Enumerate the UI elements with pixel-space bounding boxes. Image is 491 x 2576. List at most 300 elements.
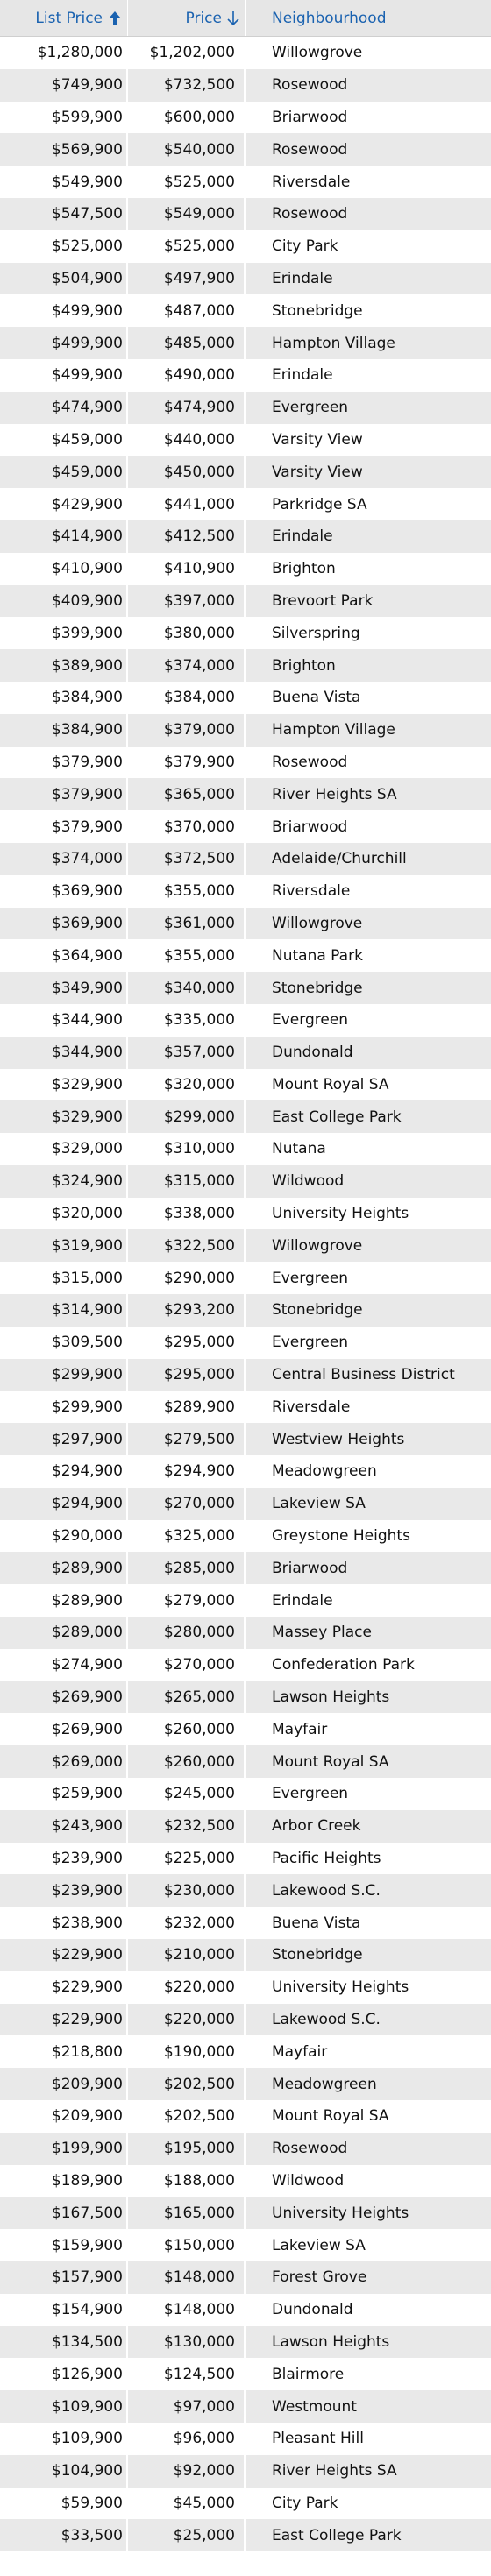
table-row[interactable]: [0, 424, 491, 456]
price-cell: $280,000: [128, 1617, 246, 1649]
list-price-cell: $289,900: [0, 1584, 128, 1617]
table-row[interactable]: [0, 520, 491, 553]
neighbourhood-cell: Willowgrove: [246, 1229, 491, 1262]
price-cell: $45,000: [128, 2488, 246, 2520]
price-cell: $295,000: [128, 1359, 246, 1391]
price-cell: $202,500: [128, 2068, 246, 2100]
list-price-cell: $239,900: [0, 1874, 128, 1907]
list-price-cell: $238,900: [0, 1907, 128, 1939]
table-row[interactable]: [0, 2035, 491, 2068]
table-row[interactable]: [0, 1810, 491, 1843]
neighbourhood-cell: Erindale: [246, 520, 491, 553]
neighbourhood-cell: Pleasant Hill: [246, 2423, 491, 2455]
price-cell: $525,000: [128, 230, 246, 263]
price-cell: $293,200: [128, 1294, 246, 1327]
neighbourhood-cell: Evergreen: [246, 1778, 491, 1810]
price-cell: $322,500: [128, 1229, 246, 1262]
table-row[interactable]: [0, 2165, 491, 2197]
table-row[interactable]: [0, 2133, 491, 2165]
price-cell: $148,000: [128, 2261, 246, 2294]
neighbourhood-cell: Mayfair: [246, 1713, 491, 1745]
column-header-label: Price: [185, 9, 222, 27]
neighbourhood-cell: Varsity View: [246, 456, 491, 488]
list-price-cell: $314,900: [0, 1294, 128, 1327]
price-cell: $370,000: [128, 810, 246, 843]
list-price-cell: $294,900: [0, 1455, 128, 1488]
list-price-cell: $569,900: [0, 133, 128, 166]
table-row[interactable]: [0, 1907, 491, 1939]
price-cell: $374,000: [128, 649, 246, 682]
table-row[interactable]: [0, 1971, 491, 2004]
price-cell: $365,000: [128, 778, 246, 810]
price-cell: $295,000: [128, 1327, 246, 1359]
price-cell: $289,900: [128, 1391, 246, 1423]
price-cell: $285,000: [128, 1552, 246, 1584]
price-cell: $540,000: [128, 133, 246, 166]
table-row[interactable]: [0, 778, 491, 810]
price-cell: $220,000: [128, 1971, 246, 2004]
table-row[interactable]: [0, 585, 491, 618]
neighbourhood-cell: Dundonald: [246, 1037, 491, 1069]
neighbourhood-cell: Stonebridge: [246, 1294, 491, 1327]
list-price-cell: $243,900: [0, 1810, 128, 1843]
table-row[interactable]: [0, 714, 491, 747]
table-row[interactable]: [0, 392, 491, 424]
table-row[interactable]: [0, 617, 491, 649]
neighbourhood-cell: Confederation Park: [246, 1649, 491, 1681]
table-row[interactable]: [0, 1584, 491, 1617]
price-cell: $450,000: [128, 456, 246, 488]
table-row[interactable]: [0, 2294, 491, 2326]
neighbourhood-cell: Lakeview SA: [246, 1488, 491, 1520]
neighbourhood-cell: Lawson Heights: [246, 2326, 491, 2359]
table-row[interactable]: [0, 553, 491, 585]
price-cell: $325,000: [128, 1520, 246, 1553]
neighbourhood-cell: Rosewood: [246, 198, 491, 230]
list-price-cell: $344,900: [0, 1004, 128, 1037]
neighbourhood-cell: Parkridge SA: [246, 488, 491, 520]
table-row[interactable]: [0, 488, 491, 520]
table-row[interactable]: [0, 294, 491, 327]
list-price-cell: $384,900: [0, 682, 128, 714]
price-cell: $338,000: [128, 1198, 246, 1230]
neighbourhood-cell: Nutana: [246, 1133, 491, 1165]
price-cell: $355,000: [128, 875, 246, 908]
table-row[interactable]: [0, 1843, 491, 1875]
price-cell: $410,900: [128, 553, 246, 585]
neighbourhood-cell: Willowgrove: [246, 37, 491, 69]
price-cell: $270,000: [128, 1488, 246, 1520]
table-row[interactable]: [0, 1037, 491, 1069]
price-cell: $361,000: [128, 908, 246, 940]
table-row[interactable]: [0, 875, 491, 908]
price-cell: $202,500: [128, 2100, 246, 2133]
price-cell: $290,000: [128, 1262, 246, 1294]
list-price-cell: $209,900: [0, 2100, 128, 2133]
list-price-cell: $499,900: [0, 294, 128, 327]
price-cell: $210,000: [128, 1939, 246, 1971]
neighbourhood-cell: Erindale: [246, 359, 491, 392]
table-row[interactable]: [0, 2261, 491, 2294]
table-row[interactable]: [0, 2519, 491, 2551]
table-header: [0, 0, 491, 37]
price-cell: $150,000: [128, 2229, 246, 2261]
price-cell: $230,000: [128, 1874, 246, 1907]
price-cell: $220,000: [128, 2004, 246, 2036]
list-price-cell: $126,900: [0, 2358, 128, 2390]
table-row[interactable]: [0, 1391, 491, 1423]
list-price-cell: $320,000: [0, 1198, 128, 1230]
neighbourhood-cell: City Park: [246, 230, 491, 263]
list-price-cell: $109,900: [0, 2423, 128, 2455]
price-cell: $25,000: [128, 2519, 246, 2551]
list-price-cell: $157,900: [0, 2261, 128, 2294]
price-cell: $487,000: [128, 294, 246, 327]
price-cell: $97,000: [128, 2390, 246, 2423]
list-price-cell: $379,900: [0, 747, 128, 779]
list-price-cell: $199,900: [0, 2133, 128, 2165]
arrow-down-icon: [225, 10, 241, 27]
list-price-cell: $229,900: [0, 2004, 128, 2036]
neighbourhood-cell: Meadowgreen: [246, 1455, 491, 1488]
price-cell: $372,500: [128, 843, 246, 875]
neighbourhood-cell: University Heights: [246, 1198, 491, 1230]
price-cell: $397,000: [128, 585, 246, 618]
table-row[interactable]: [0, 1262, 491, 1294]
neighbourhood-cell: Buena Vista: [246, 1907, 491, 1939]
neighbourhood-cell: Forest Grove: [246, 2261, 491, 2294]
list-price-cell: $749,900: [0, 69, 128, 102]
table-row[interactable]: [0, 2423, 491, 2455]
neighbourhood-cell: Brevoort Park: [246, 585, 491, 618]
table-row[interactable]: [0, 908, 491, 940]
list-price-cell: $274,900: [0, 1649, 128, 1681]
table-row[interactable]: [0, 1133, 491, 1165]
neighbourhood-cell: Stonebridge: [246, 1939, 491, 1971]
price-cell: $279,000: [128, 1584, 246, 1617]
neighbourhood-cell: University Heights: [246, 2197, 491, 2229]
list-price-cell: $389,900: [0, 649, 128, 682]
table-row[interactable]: [0, 1939, 491, 1971]
column-header-label: List Price: [35, 9, 103, 27]
neighbourhood-cell: Westmount: [246, 2390, 491, 2423]
list-price-cell: $384,900: [0, 714, 128, 747]
list-price-cell: $294,900: [0, 1488, 128, 1520]
table-row[interactable]: [0, 682, 491, 714]
neighbourhood-cell: University Heights: [246, 1971, 491, 2004]
list-price-cell: $289,000: [0, 1617, 128, 1649]
neighbourhood-cell: Meadowgreen: [246, 2068, 491, 2100]
neighbourhood-cell: Greystone Heights: [246, 1520, 491, 1553]
table-row[interactable]: [0, 263, 491, 295]
neighbourhood-cell: East College Park: [246, 2519, 491, 2551]
price-cell: $732,500: [128, 69, 246, 102]
table-row[interactable]: [0, 843, 491, 875]
list-price-cell: $599,900: [0, 102, 128, 134]
table-row[interactable]: [0, 1649, 491, 1681]
neighbourhood-cell: Massey Place: [246, 1617, 491, 1649]
table-row[interactable]: [0, 166, 491, 198]
table-row[interactable]: [0, 327, 491, 359]
list-price-cell: $239,900: [0, 1843, 128, 1875]
table-row[interactable]: [0, 1198, 491, 1230]
neighbourhood-cell: Mount Royal SA: [246, 1745, 491, 1778]
list-price-cell: $167,500: [0, 2197, 128, 2229]
neighbourhood-cell: Riversdale: [246, 1391, 491, 1423]
column-header-label: Neighbourhood: [272, 9, 387, 27]
neighbourhood-cell: Central Business District: [246, 1359, 491, 1391]
neighbourhood-cell: Briarwood: [246, 810, 491, 843]
list-price-cell: $299,900: [0, 1359, 128, 1391]
list-price-cell: $344,900: [0, 1037, 128, 1069]
list-price-cell: $329,900: [0, 1100, 128, 1133]
neighbourhood-cell: East College Park: [246, 1100, 491, 1133]
list-price-cell: $229,900: [0, 1939, 128, 1971]
list-price-cell: $429,900: [0, 488, 128, 520]
list-price-cell: $369,900: [0, 875, 128, 908]
price-cell: $260,000: [128, 1745, 246, 1778]
table-row[interactable]: [0, 359, 491, 392]
table-row[interactable]: [0, 69, 491, 102]
price-cell: $195,000: [128, 2133, 246, 2165]
price-cell: $270,000: [128, 1649, 246, 1681]
neighbourhood-cell: Mayfair: [246, 2035, 491, 2068]
table-row[interactable]: [0, 747, 491, 779]
list-price-cell: $297,900: [0, 1423, 128, 1455]
table-row[interactable]: [0, 1294, 491, 1327]
neighbourhood-cell: Blairmore: [246, 2358, 491, 2390]
list-price-cell: $379,900: [0, 778, 128, 810]
table-row[interactable]: [0, 2004, 491, 2036]
column-header-price[interactable]: [128, 0, 246, 36]
neighbourhood-cell: Dundonald: [246, 2294, 491, 2326]
column-header-list-price[interactable]: [0, 0, 128, 36]
price-cell: $440,000: [128, 424, 246, 456]
table-row[interactable]: [0, 1681, 491, 1714]
table-row[interactable]: [0, 2068, 491, 2100]
price-cell: $320,000: [128, 1069, 246, 1101]
table-row[interactable]: [0, 230, 491, 263]
list-price-cell: $315,000: [0, 1262, 128, 1294]
list-price-cell: $109,900: [0, 2390, 128, 2423]
neighbourhood-cell: Evergreen: [246, 1004, 491, 1037]
neighbourhood-cell: Westview Heights: [246, 1423, 491, 1455]
neighbourhood-cell: Erindale: [246, 1584, 491, 1617]
neighbourhood-cell: River Heights SA: [246, 778, 491, 810]
neighbourhood-cell: Riversdale: [246, 875, 491, 908]
price-cell: $600,000: [128, 102, 246, 134]
table-row[interactable]: [0, 2390, 491, 2423]
price-cell: $232,500: [128, 1810, 246, 1843]
list-price-cell: $289,900: [0, 1552, 128, 1584]
list-price-cell: $59,900: [0, 2488, 128, 2520]
list-price-cell: $329,000: [0, 1133, 128, 1165]
list-price-cell: $499,900: [0, 327, 128, 359]
list-price-cell: $299,900: [0, 1391, 128, 1423]
neighbourhood-cell: River Heights SA: [246, 2455, 491, 2488]
table-row[interactable]: [0, 1713, 491, 1745]
neighbourhood-cell: Silverspring: [246, 617, 491, 649]
price-cell: $148,000: [128, 2294, 246, 2326]
table-row[interactable]: [0, 2229, 491, 2261]
neighbourhood-cell: Hampton Village: [246, 714, 491, 747]
table-row[interactable]: [0, 810, 491, 843]
table-row[interactable]: [0, 2100, 491, 2133]
table-row[interactable]: [0, 37, 491, 69]
list-price-cell: $525,000: [0, 230, 128, 263]
list-price-cell: $364,900: [0, 939, 128, 972]
list-price-cell: $154,900: [0, 2294, 128, 2326]
price-cell: $335,000: [128, 1004, 246, 1037]
table-row[interactable]: [0, 1327, 491, 1359]
list-price-cell: $33,500: [0, 2519, 128, 2551]
list-price-cell: $290,000: [0, 1520, 128, 1553]
table-row[interactable]: [0, 1520, 491, 1553]
table-row[interactable]: [0, 649, 491, 682]
table-row[interactable]: [0, 1617, 491, 1649]
price-cell: $232,000: [128, 1907, 246, 1939]
table-row[interactable]: [0, 972, 491, 1004]
list-price-cell: $409,900: [0, 585, 128, 618]
price-cell: $315,000: [128, 1165, 246, 1198]
neighbourhood-cell: Wildwood: [246, 2165, 491, 2197]
price-cell: $490,000: [128, 359, 246, 392]
neighbourhood-cell: Adelaide/Churchill: [246, 843, 491, 875]
neighbourhood-cell: Willowgrove: [246, 908, 491, 940]
neighbourhood-cell: Rosewood: [246, 133, 491, 166]
price-cell: $225,000: [128, 1843, 246, 1875]
table-row[interactable]: [0, 1455, 491, 1488]
list-price-cell: $504,900: [0, 263, 128, 295]
neighbourhood-cell: Mount Royal SA: [246, 1069, 491, 1101]
neighbourhood-cell: Stonebridge: [246, 972, 491, 1004]
price-cell: $412,500: [128, 520, 246, 553]
price-cell: $260,000: [128, 1713, 246, 1745]
list-price-cell: $319,900: [0, 1229, 128, 1262]
neighbourhood-cell: Varsity View: [246, 424, 491, 456]
list-price-cell: $459,000: [0, 456, 128, 488]
neighbourhood-cell: Briarwood: [246, 1552, 491, 1584]
list-price-cell: $189,900: [0, 2165, 128, 2197]
neighbourhood-cell: Lawson Heights: [246, 1681, 491, 1714]
list-price-cell: $459,000: [0, 424, 128, 456]
neighbourhood-cell: Riversdale: [246, 166, 491, 198]
table-row[interactable]: [0, 102, 491, 134]
neighbourhood-cell: City Park: [246, 2488, 491, 2520]
table-row[interactable]: [0, 1165, 491, 1198]
table-row[interactable]: [0, 1100, 491, 1133]
price-cell: $299,000: [128, 1100, 246, 1133]
neighbourhood-cell: Brighton: [246, 553, 491, 585]
table-row[interactable]: [0, 1552, 491, 1584]
list-price-cell: $259,900: [0, 1778, 128, 1810]
column-header-neighbourhood[interactable]: [246, 0, 491, 36]
price-cell: $1,202,000: [128, 37, 246, 69]
list-price-cell: $309,500: [0, 1327, 128, 1359]
neighbourhood-cell: Hampton Village: [246, 327, 491, 359]
table-row[interactable]: [0, 1745, 491, 1778]
price-cell: $245,000: [128, 1778, 246, 1810]
neighbourhood-cell: Rosewood: [246, 747, 491, 779]
table-row[interactable]: [0, 939, 491, 972]
neighbourhood-cell: Stonebridge: [246, 294, 491, 327]
neighbourhood-cell: Buena Vista: [246, 682, 491, 714]
list-price-cell: $269,000: [0, 1745, 128, 1778]
neighbourhood-cell: Evergreen: [246, 1327, 491, 1359]
table-row[interactable]: [0, 1778, 491, 1810]
price-cell: $340,000: [128, 972, 246, 1004]
list-price-cell: $104,900: [0, 2455, 128, 2488]
price-cell: $485,000: [128, 327, 246, 359]
table-row[interactable]: [0, 1069, 491, 1101]
table-row[interactable]: [0, 1874, 491, 1907]
list-price-cell: $547,500: [0, 198, 128, 230]
table-row[interactable]: [0, 1423, 491, 1455]
list-price-cell: $209,900: [0, 2068, 128, 2100]
list-price-cell: $218,800: [0, 2035, 128, 2068]
list-price-cell: $549,900: [0, 166, 128, 198]
price-cell: $165,000: [128, 2197, 246, 2229]
neighbourhood-cell: Mount Royal SA: [246, 2100, 491, 2133]
table-row[interactable]: [0, 2358, 491, 2390]
list-price-cell: $369,900: [0, 908, 128, 940]
list-price-cell: $414,900: [0, 520, 128, 553]
table-row[interactable]: [0, 1488, 491, 1520]
price-cell: $124,500: [128, 2358, 246, 2390]
list-price-cell: $349,900: [0, 972, 128, 1004]
table-row[interactable]: [0, 2455, 491, 2488]
price-cell: $190,000: [128, 2035, 246, 2068]
price-cell: $379,000: [128, 714, 246, 747]
table-body: [0, 37, 491, 2551]
table-row[interactable]: [0, 1359, 491, 1391]
neighbourhood-cell: Rosewood: [246, 2133, 491, 2165]
list-price-cell: $474,900: [0, 392, 128, 424]
price-cell: $279,500: [128, 1423, 246, 1455]
list-price-cell: $379,900: [0, 810, 128, 843]
neighbourhood-cell: Erindale: [246, 263, 491, 295]
list-price-cell: $324,900: [0, 1165, 128, 1198]
price-cell: $96,000: [128, 2423, 246, 2455]
neighbourhood-cell: Lakewood S.C.: [246, 1874, 491, 1907]
price-cell: $355,000: [128, 939, 246, 972]
price-cell: $357,000: [128, 1037, 246, 1069]
table-row[interactable]: [0, 456, 491, 488]
table-row[interactable]: [0, 1004, 491, 1037]
list-price-cell: $329,900: [0, 1069, 128, 1101]
list-price-cell: $229,900: [0, 1971, 128, 2004]
neighbourhood-cell: Evergreen: [246, 1262, 491, 1294]
table-row[interactable]: [0, 2197, 491, 2229]
neighbourhood-cell: Nutana Park: [246, 939, 491, 972]
price-cell: $130,000: [128, 2326, 246, 2359]
table-row[interactable]: [0, 1229, 491, 1262]
price-cell: $441,000: [128, 488, 246, 520]
table-row[interactable]: [0, 133, 491, 166]
table-row[interactable]: [0, 198, 491, 230]
neighbourhood-cell: Lakewood S.C.: [246, 2004, 491, 2036]
price-cell: $92,000: [128, 2455, 246, 2488]
price-cell: $310,000: [128, 1133, 246, 1165]
price-cell: $380,000: [128, 617, 246, 649]
list-price-cell: $269,900: [0, 1681, 128, 1714]
table-row[interactable]: [0, 2326, 491, 2359]
list-price-cell: $410,900: [0, 553, 128, 585]
price-cell: $188,000: [128, 2165, 246, 2197]
list-price-cell: $269,900: [0, 1713, 128, 1745]
table-row[interactable]: [0, 2488, 491, 2520]
neighbourhood-cell: Pacific Heights: [246, 1843, 491, 1875]
